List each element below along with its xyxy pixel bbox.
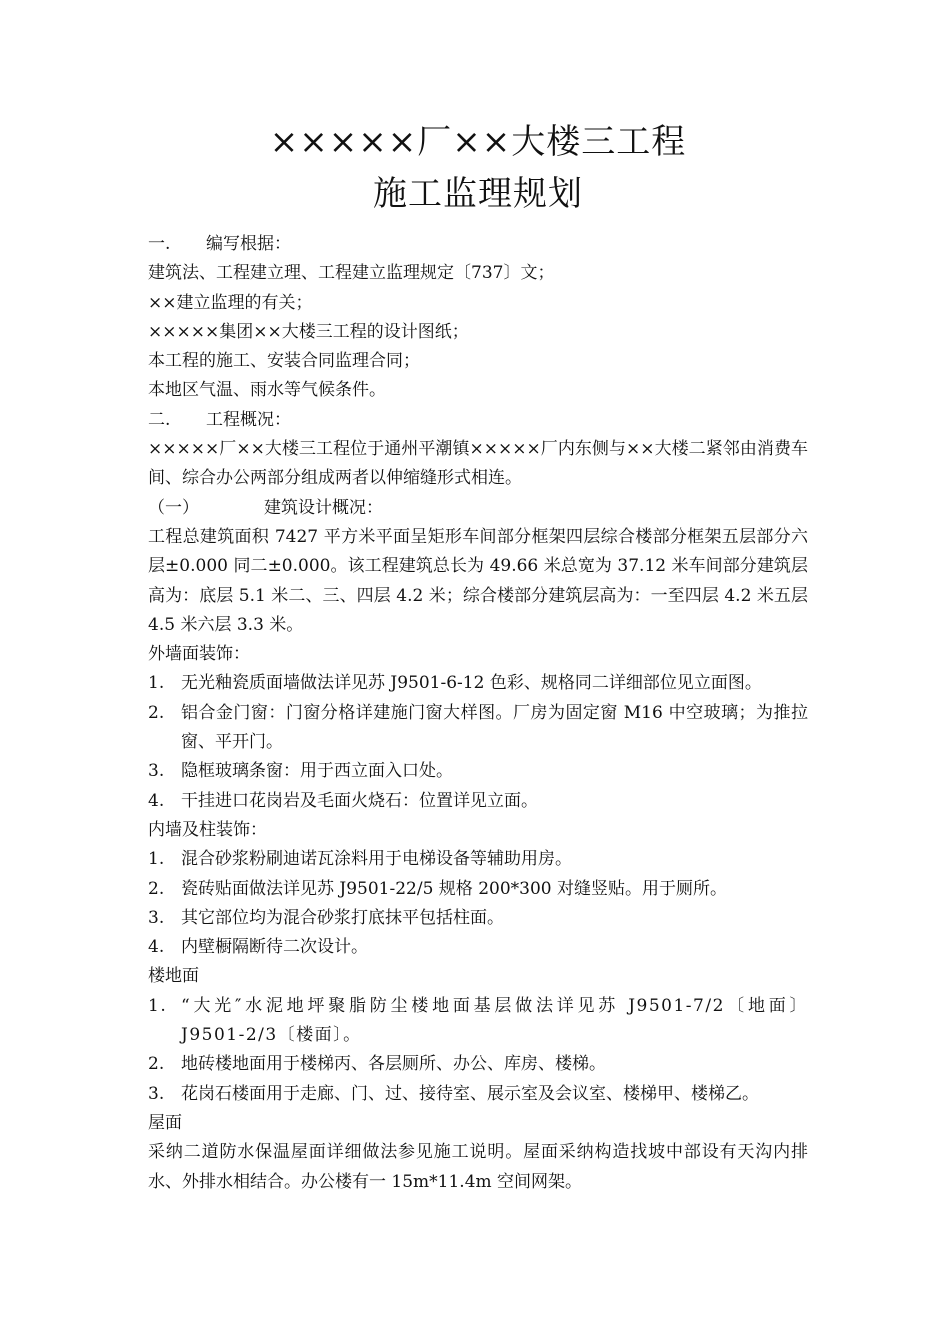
overview-paragraph: ×××××厂××大楼三工程位于通州平潮镇×××××厂内东侧与××大楼二紧邻由消费车间、综合办公两部分组成两者以伸缩缝形式相连。 — [148, 439, 808, 489]
roof-paragraph: 采纳二道防水保温屋面详细做法参见施工说明。屋面采纳构造找坡中部设有天沟内排水、外排水相结合。办公楼有一 15m*11.4m 空间网架。 — [148, 1142, 808, 1192]
subsection-number: （一） — [148, 497, 199, 518]
section-title: 工程概况： — [206, 409, 291, 430]
document-title: ×××××厂××大楼三工程 — [269, 122, 687, 162]
list-number: 4. — [148, 790, 165, 811]
list-number: 1. — [148, 673, 165, 694]
list-text: “大光″水泥地坪聚脂防尘楼地面基层做法详见苏 J9501-7/2〔地面〕J9501-2/3〔楼面〕。 — [181, 995, 808, 1046]
design-paragraph: 工程总建筑面积 7427 平方米平面呈矩形车间部分框架四层综合楼部分框架五层部分六层±0.000 同二±0.000。该工程建筑总长为 49.66 米总宽为 37.12 米车间部分建筑层高为：底层 5.1 米二、三、四层 4.2 米；综合楼部分建筑层高为：一至四层 4.2 米五层 4.5 米六层 3.3 米。 — [148, 526, 808, 635]
section-heading — [148, 230, 808, 259]
section-heading — [148, 406, 808, 435]
basis-item: ××建立监理的有关； — [148, 292, 313, 313]
list-text: 混合砂浆粉刷迪诺瓦涂料用于电梯设备等辅助用房。 — [181, 849, 572, 870]
list-number: 3. — [148, 1083, 165, 1104]
list-text: 花岗石楼面用于走廊、门、过、接待室、展示室及会议室、楼梯甲、楼梯乙。 — [181, 1083, 759, 1104]
list-item — [148, 757, 808, 786]
subsection-heading — [148, 494, 808, 523]
section-number: 二. — [148, 409, 171, 430]
list-item — [148, 992, 808, 1051]
list-number: 2. — [148, 1054, 165, 1075]
list-text: 干挂进口花岗岩及毛面火烧石：位置详见立面。 — [181, 790, 538, 811]
list-text: 隐框玻璃条窗：用于西立面入口处。 — [181, 761, 453, 782]
list-item — [148, 699, 808, 758]
list-text: 瓷砖贴面做法详见苏 J9501-22/5 规格 200*300 对缝竖贴。用于厕所。 — [181, 878, 728, 899]
exterior-heading: 外墙面装饰： — [148, 644, 250, 665]
list-text: 内壁橱隔断待二次设计。 — [181, 937, 368, 958]
interior-heading: 内墙及柱装饰： — [148, 819, 267, 840]
basis-item: 本工程的施工、安装合同监理合同； — [148, 351, 420, 372]
list-item — [148, 904, 808, 933]
list-item — [148, 845, 808, 874]
document-subtitle: 施工监理规划 — [373, 174, 583, 214]
list-item — [148, 1050, 808, 1079]
floor-heading: 楼地面 — [148, 966, 199, 987]
list-number: 4. — [148, 937, 165, 958]
list-item — [148, 787, 808, 816]
list-number: 2. — [148, 702, 165, 723]
basis-item: ×××××集团××大楼三工程的设计图纸； — [148, 321, 469, 342]
list-number: 3. — [148, 907, 165, 928]
list-text: 其它部位均为混合砂浆打底抹平包括柱面。 — [181, 907, 504, 928]
basis-item: 建筑法、工程建立理、工程建立监理规定〔737〕文； — [148, 263, 555, 284]
basis-item: 本地区气温、雨水等气候条件。 — [148, 380, 386, 401]
list-text: 地砖楼地面用于楼梯丙、各层厕所、办公、库房、楼梯。 — [181, 1054, 606, 1075]
document-page — [148, 116, 808, 1197]
list-number: 1. — [148, 849, 165, 870]
section-number: 一. — [148, 234, 171, 254]
list-number: 1. — [148, 995, 168, 1016]
roof-heading: 屋面 — [148, 1112, 182, 1133]
section-title: 编写根据： — [206, 234, 291, 254]
list-item — [148, 1080, 808, 1109]
list-number: 3. — [148, 761, 165, 782]
list-number: 2. — [148, 878, 165, 899]
list-item — [148, 875, 808, 904]
list-text: 铝合金门窗：门窗分格详建施门窗大样图。厂房为固定窗 M16 中空玻璃；为推拉窗、平开门。 — [181, 702, 808, 753]
subsection-title: 建筑设计概况： — [264, 497, 383, 518]
list-item — [148, 669, 808, 698]
list-item — [148, 933, 808, 962]
list-text: 无光釉瓷质面墙做法详见苏 J9501-6-12 色彩、规格同二详细部位见立面图。 — [181, 673, 762, 694]
